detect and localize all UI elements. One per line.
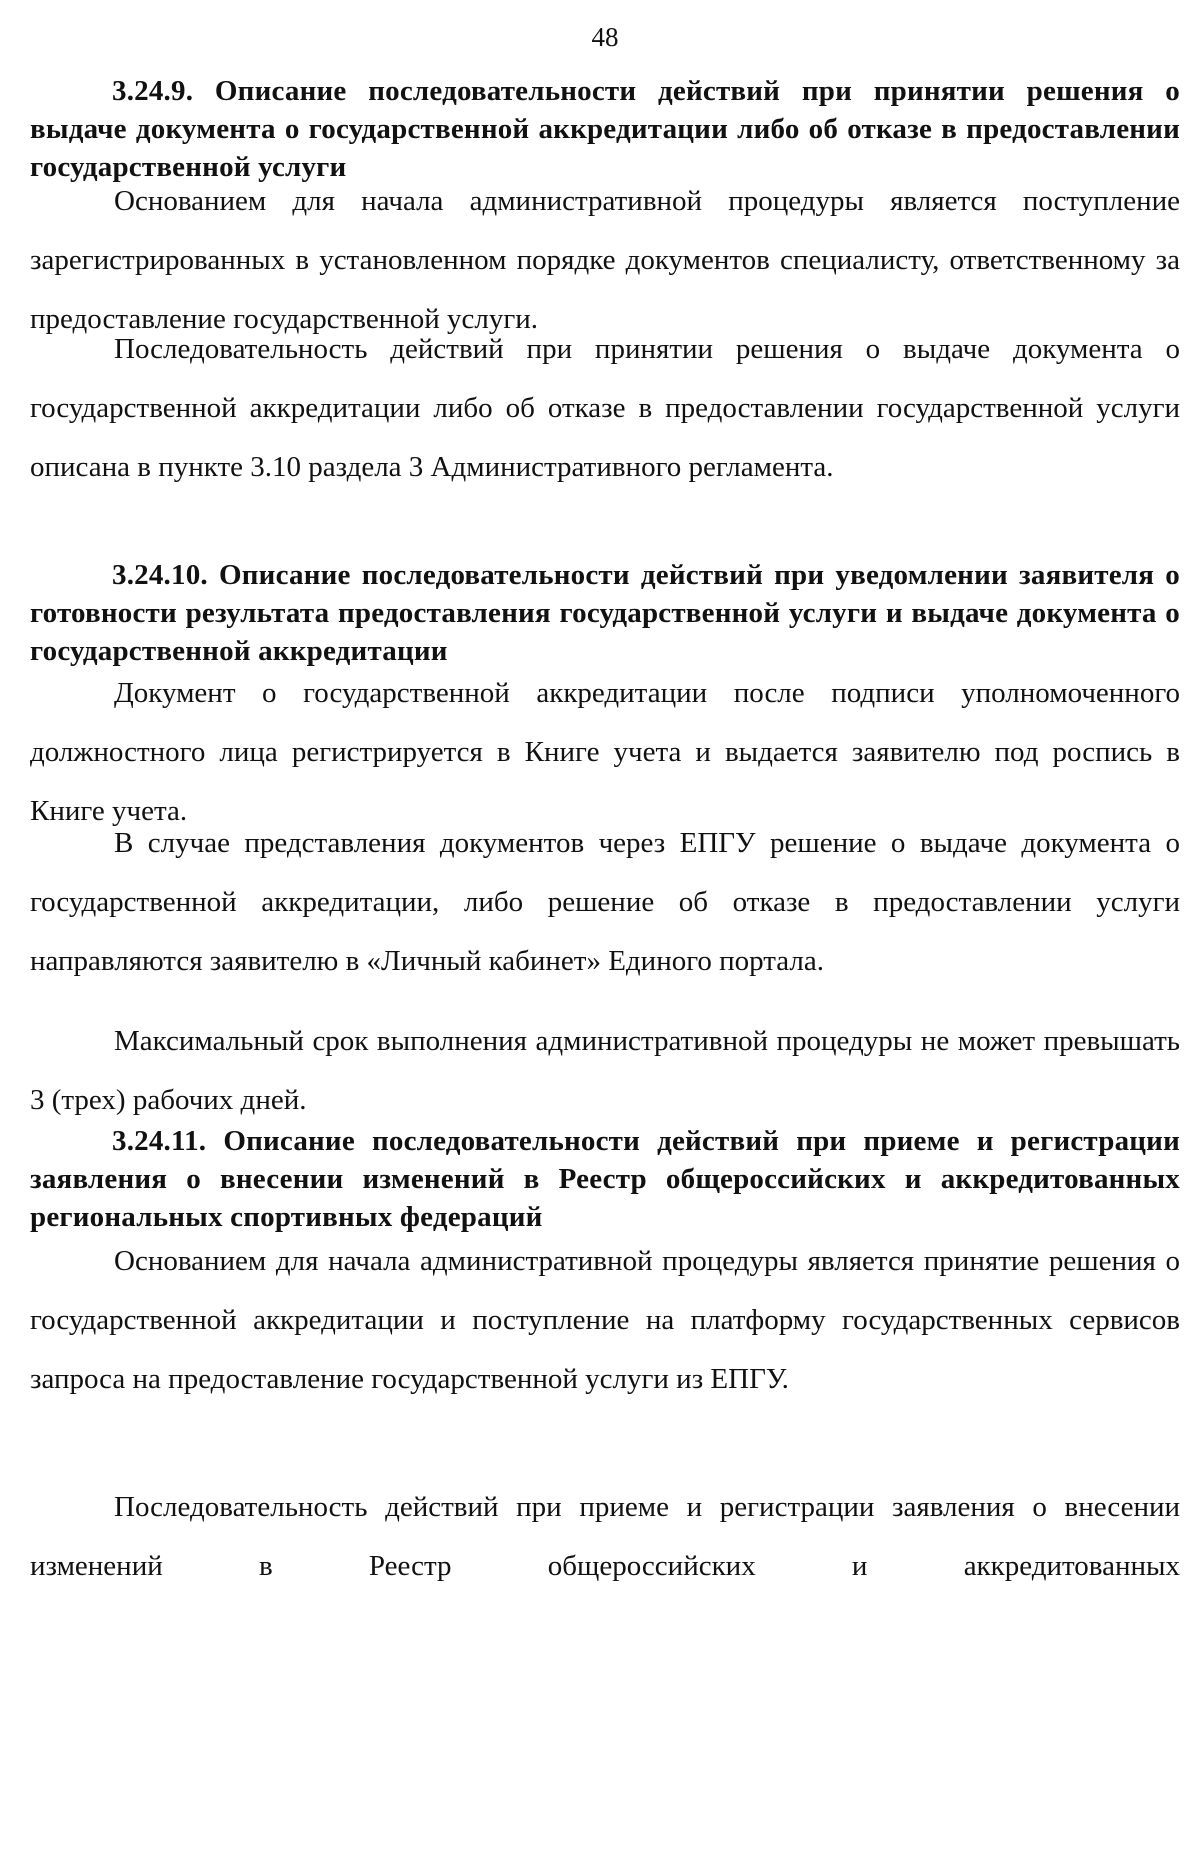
paragraph: Документ о государственной аккредитации после подписи уполномоченного должностного лица регистрируется в Книге учета и выдается заявителю под роспись в Книге учета. bbox=[30, 677, 1180, 827]
section-heading-3-24-10: 3.24.10. Описание последовательности действий при уведомлении заявителя о готовности результата предоставления государственной услуги и выдаче документа о государственной аккредитации bbox=[30, 559, 1180, 667]
paragraph: Основанием для начала административной процедуры является поступление зарегистрированных в установленном порядке документов специалисту, ответственному за предоставление государственной услуги. bbox=[30, 185, 1180, 335]
paragraph: В случае представления документов через ЕПГУ решение о выдаче документа о государственной аккредитации, либо решение об отказе в предоставлении услуги направляются заявителю в «Личный кабинет» Единого портала. bbox=[30, 827, 1180, 977]
document-page bbox=[30, 0, 1180, 1866]
section-heading-3-24-11: 3.24.11. Описание последовательности действий при приеме и регистрации заявления о внесении изменений в Реестр общероссийских и аккредитованных региональных спортивных федераций bbox=[30, 1125, 1180, 1233]
paragraph: Основанием для начала административной процедуры является принятие решения о государственной аккредитации и поступление на платформу государственных сервисов запроса на предоставление государственной услуги из ЕПГУ. bbox=[30, 1245, 1180, 1395]
paragraph: Последовательность действий при принятии решения о выдаче документа о государственной аккредитации либо об отказе в предоставлении государственной услуги описана в пункте 3.10 раздела 3 Административного регламента. bbox=[30, 333, 1180, 483]
section-heading-3-24-9: 3.24.9. Описание последовательности действий при принятии решения о выдаче документа о государственной аккредитации либо об отказе в предоставлении государственной услуги bbox=[30, 75, 1180, 183]
paragraph: Максимальный срок выполнения административной процедуры не может превышать 3 (трех) рабочих дней. bbox=[30, 1025, 1180, 1116]
paragraph: Последовательность действий при приеме и регистрации заявления о внесении изменений в Реестр общероссийских и аккредитованных bbox=[30, 1491, 1180, 1582]
page-number: 48 bbox=[591, 22, 619, 52]
